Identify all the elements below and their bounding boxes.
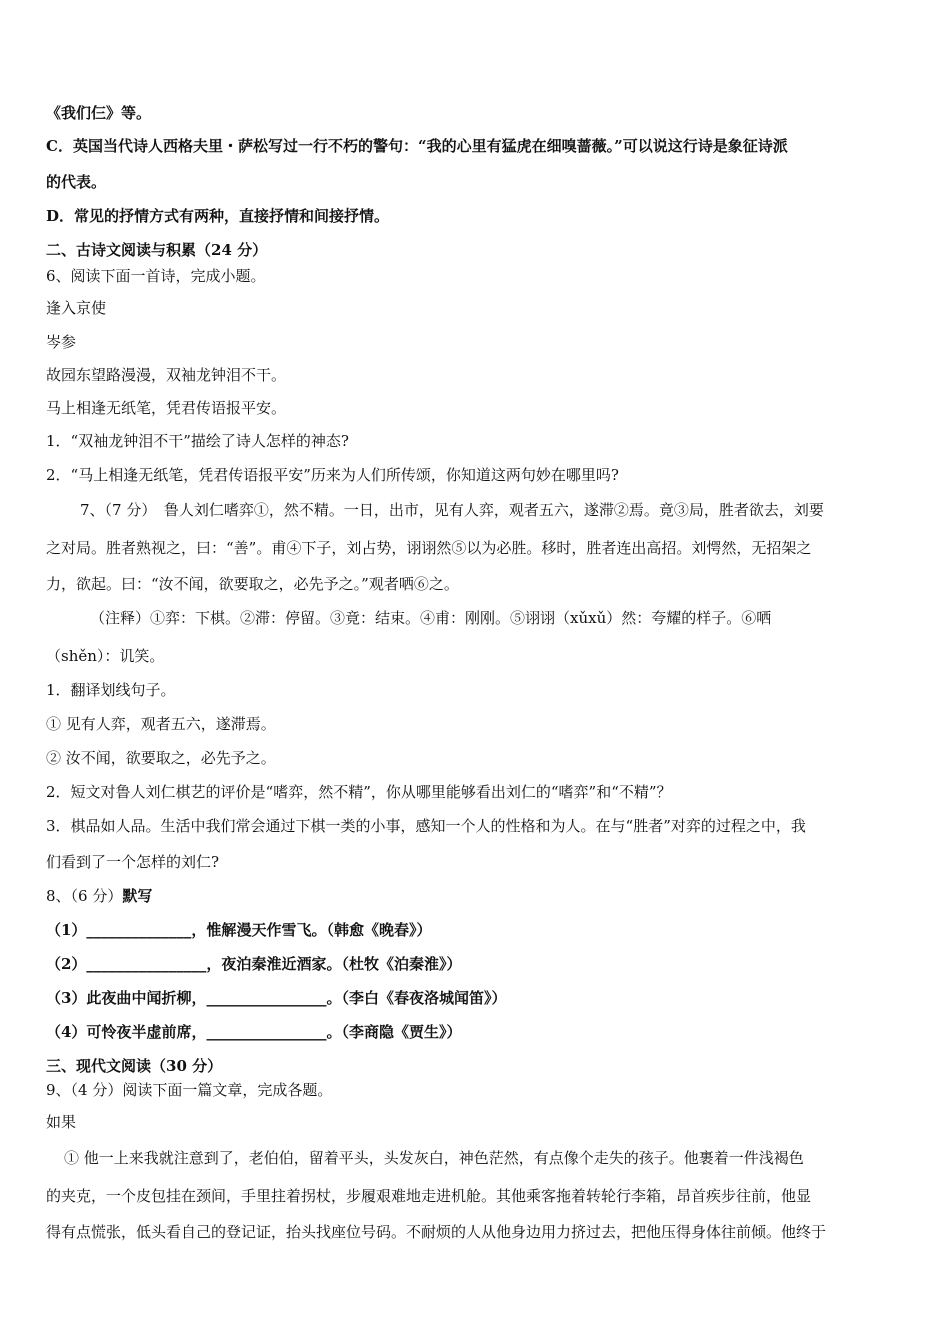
poem-line-2: 马上相逢无纸笔，凭君传语报平安。 xyxy=(46,399,287,417)
section-2-heading: 二、古诗文阅读与积累（24 分） xyxy=(46,241,268,259)
question-7-sub-2: 2．短文对鲁人刘仁棋艺的评价是“嗜弈，然不精”，你从哪里能够看出刘仁的“嗜弈”和“不精”？ xyxy=(46,783,672,801)
dictation-item-2: （2）________________，夜泊秦淮近酒家。（杜牧《泊秦淮》） xyxy=(46,955,462,973)
option-c-line1: C．英国当代诗人西格夫里・萨松写过一行不朽的警句：“我的心里有猛虎在细嗅蔷薇。”可以说这行诗是象征诗派 xyxy=(46,137,788,155)
question-7-notes-line1: （注释）①弈：下棋。②滞：停留。③竟：结束。④甫：刚刚。⑤诩诩（xǔxǔ）然：夸耀的样子。⑥哂 xyxy=(90,609,772,627)
article-para-line2: 的夹克，一个皮包挂在颈间，手里拄着拐杖，步履艰难地走进机舱。其他乘客拖着转轮行李箱，昂首疾步往前，他显 xyxy=(46,1187,812,1205)
poem-author: 岑参 xyxy=(46,333,77,351)
option-d: D．常见的抒情方式有两种，直接抒情和间接抒情。 xyxy=(46,207,390,225)
question-7-passage-line1: 7、（7 分） 鲁人刘仁嗜弈①，然不精。一日，出市，见有人弈，观者五六，遂滞②焉。竟③局，胜者欲去，刘要 xyxy=(80,501,824,519)
option-c-line2: 的代表。 xyxy=(46,173,107,191)
section-3-heading: 三、现代文阅读（30 分） xyxy=(46,1057,223,1075)
article-para-line1: ① 他一上来我就注意到了，老伯伯，留着平头，头发灰白，神色茫然，有点像个走失的孩子。他裹着一件浅褐色 xyxy=(64,1149,804,1167)
question-7-passage-line2: 之对局。胜者熟视之，曰：“善”。甫④下子，刘占势，诩诩然⑤以为必胜。移时，胜者连出高招。刘愕然，无招架之 xyxy=(46,539,812,557)
dictation-item-4: （4）可怜夜半虚前席，________________。（李商隐《贾生》） xyxy=(46,1023,462,1041)
question-6-sub-2: 2．“马上相逢无纸笔，凭君传语报平安”历来为人们所传颂，你知道这两句妙在哪里吗? xyxy=(46,466,619,484)
dictation-item-3: （3）此夜曲中闻折柳，________________。（李白《春夜洛城闻笛》） xyxy=(46,989,507,1007)
question-8-type: 默写 xyxy=(122,887,153,905)
question-7-passage-line3: 力，欲起。曰：“汝不闻，欲要取之，必先予之。”观者哂⑥之。 xyxy=(46,575,459,593)
question-8-number: 8、（6 分） xyxy=(46,887,123,905)
question-7-sub-1-b: ② 汝不闻，欲要取之，必先予之。 xyxy=(46,749,276,767)
question-9-intro: 9、（4 分）阅读下面一篇文章，完成各题。 xyxy=(46,1081,333,1099)
question-6-intro: 6、阅读下面一首诗，完成小题。 xyxy=(46,267,266,285)
question-7-sub-1: 1．翻译划线句子。 xyxy=(46,681,176,699)
question-7-sub-3-line1: 3．棋品如人品。生活中我们常会通过下棋一类的小事，感知一个人的性格和为人。在与“胜者”对弈的过程之中，我 xyxy=(46,817,806,835)
option-b-continuation: 《我们仨》等。 xyxy=(46,104,152,122)
question-7-sub-3-line2: 们看到了一个怎样的刘仁? xyxy=(46,853,220,871)
article-title: 如果 xyxy=(46,1113,77,1131)
article-para-line3: 得有点慌张，低头看自己的登记证，抬头找座位号码。不耐烦的人从他身边用力挤过去，把他压得身体往前倾。他终于 xyxy=(46,1223,827,1241)
question-7-sub-1-a: ① 见有人弈，观者五六，遂滞焉。 xyxy=(46,715,276,733)
question-7-notes-line2: （shěn）：讥笑。 xyxy=(46,647,165,665)
question-8-heading xyxy=(46,886,906,906)
dictation-item-1: （1）______________，惟解漫天作雪飞。（韩愈《晚春》） xyxy=(46,921,432,939)
question-6-sub-1: 1．“双袖龙钟泪不干”描绘了诗人怎样的神态? xyxy=(46,432,349,450)
poem-title: 逢入京使 xyxy=(46,299,107,317)
poem-line-1: 故园东望路漫漫，双袖龙钟泪不干。 xyxy=(46,366,287,384)
